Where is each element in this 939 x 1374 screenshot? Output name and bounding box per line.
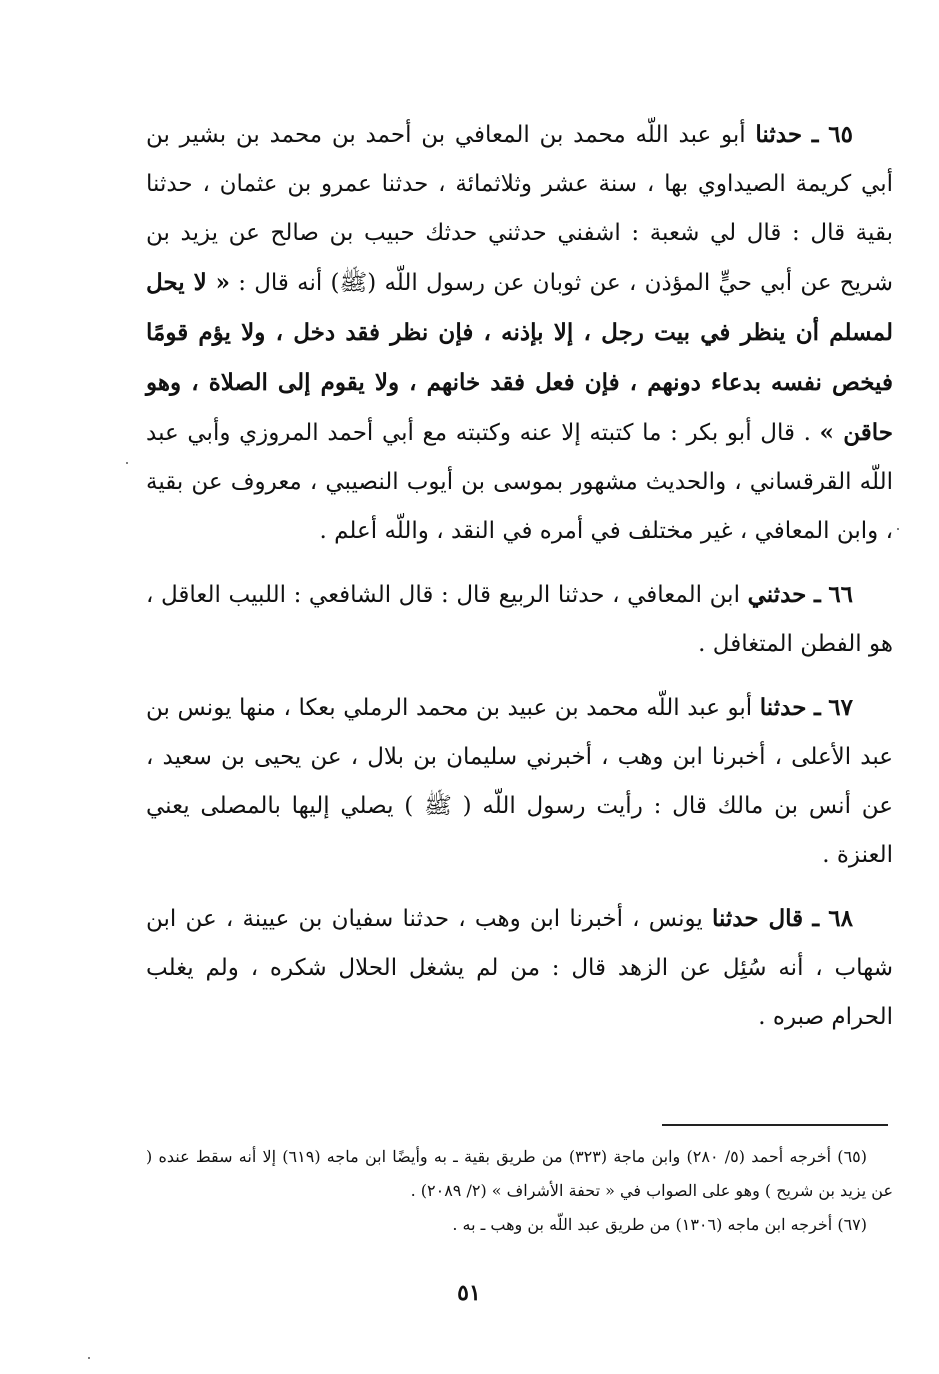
hadith-66 (146, 570, 893, 669)
hadith-lead: حدثنا (755, 121, 803, 148)
hadith-68 (146, 894, 893, 1042)
hadith-dash: ـ (813, 581, 821, 608)
main-text (146, 110, 893, 1056)
footnote: (٦٥) أخرجه أحمد (٥/ ٢٨٠) وابن ماجة (٣٢٣) من طريق بقية ـ به وأيضًا ابن ماجه (٦١٩) إلا أنه سقط عنده ( عن يزيد بن شريح ) وهو على الصواب في « تحفة الأشراف » (٢/ ٢٠٨٩) . (146, 1147, 893, 1200)
hadith-text: يونس ، أخبرنا ابن وهب ، حدثنا سفيان بن عيينة ، عن ابن شهاب ، أنه سُئِل عن الزهد قال : من لم يشغل الحلال شكره ، ولم يغلب الحرام صبره . (146, 906, 893, 1030)
hadith-lead: حدثني (747, 581, 807, 608)
scan-speck (897, 528, 899, 530)
hadith-number: ٦٦ (828, 581, 854, 608)
footnotes (146, 1140, 893, 1242)
page-number: ٥١ (457, 1280, 481, 1306)
hadith-65 (146, 110, 893, 556)
hadith-dash: ـ (812, 905, 820, 932)
hadith-dash: ـ (813, 694, 821, 721)
hadith-number: ٦٧ (828, 694, 853, 721)
hadith-text: أبو عبد اللّه محمد بن عبيد بن محمد الرملي بعكا ، منها يونس بن عبد الأعلى ، أخبرنا ابن وهب ، أخبرني سليمان بن بلال ، عن يحيى بن سعيد ، عن أنس بن مالك قال : رأيت رسول اللّه ( ﷺ ) يصلي إليها بالمصلى يعني العنزة . (146, 695, 893, 868)
hadith-lead: حدثنا (759, 694, 807, 721)
scan-speck (88, 1357, 90, 1359)
footnote-separator (662, 1124, 888, 1126)
hadith-number: ٦٨ (828, 905, 853, 932)
hadith-quote: « لا يحل لمسلم أن ينظر في بيت رجل ، إلا بإذنه ، فإن نظر فقد دخل ، ولا يؤم قومًا فيخص نفسه بدعاء دونهم ، فإن فعل فقد خانهم ، ولا يقوم إلى الصلاة ، وهو حاقن » (146, 269, 893, 446)
scan-speck (126, 462, 128, 464)
hadith-67 (146, 683, 893, 880)
hadith-text: ابن المعافي ، حدثنا الربيع قال : قال الشافعي : اللبيب العاقل ، هو الفطن المتغافل . (146, 582, 893, 657)
hadith-text: أبو عبد اللّه محمد بن المعافي بن أحمد بن محمد بن بشير بن أبي كريمة الصيداوي بها ، سنة عشر وثلاثمائة ، حدثنا عمرو بن عثمان ، حدثنا بقية قال : قال لي شعبة : اشفني حدثني حدثك حبيب بن صالح عن يزيد بن شريح عن أبي حيٍّ المؤذن ، عن ثوبان عن رسول اللّه (ﷺ) أنه قال : (146, 122, 893, 296)
hadith-text: . قال أبو بكر : ما كتبته إلا عنه وكتبته مع أبي أحمد المروزي وأبي عبد اللّه القرقساني ، والحديث مشهور بموسى بن أيوب النصيبي ، معروف عن بقية ، وابن المعافي ، غير مختلف في أمره في النقد ، واللّه أعلم . (146, 420, 893, 544)
footnote: (٦٧) أخرجه ابن ماجه (١٣٠٦) من طريق عبد اللّه بن وهب ـ به . (452, 1215, 867, 1234)
hadith-lead: قال حدثنا (711, 905, 804, 932)
hadith-number: ٦٥ (828, 121, 853, 148)
hadith-dash: ـ (811, 121, 819, 148)
